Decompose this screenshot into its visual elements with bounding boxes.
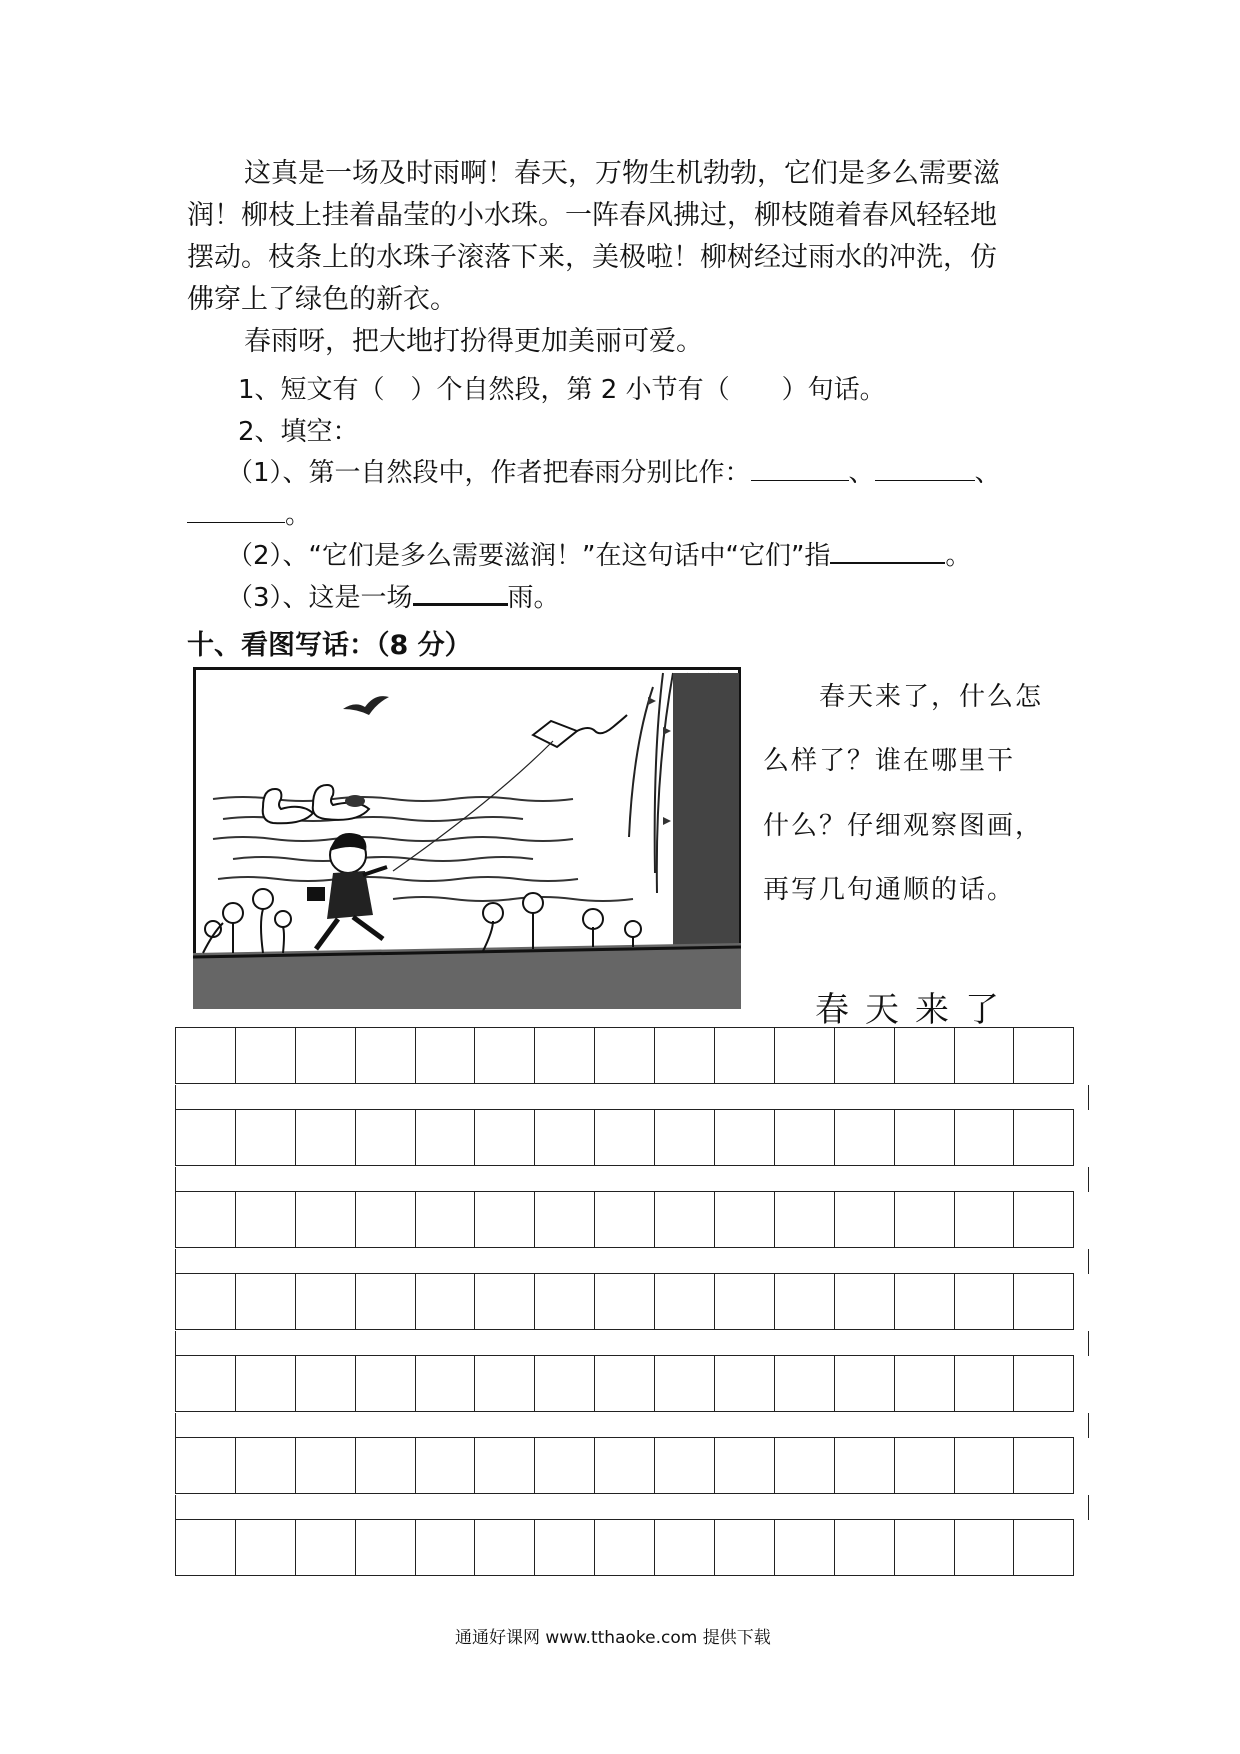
grid-cell[interactable] [535,1274,595,1329]
grid-cell[interactable] [475,1028,535,1083]
grid-row [175,1191,1074,1248]
question-2-2-text: （2）、“它们是多么需要滋润！”在这句话中“它们”指 [227,541,831,571]
grid-cell[interactable] [296,1028,356,1083]
grid-row [175,1519,1074,1576]
grid-cell[interactable] [535,1110,595,1165]
grid-cell[interactable] [775,1192,835,1247]
grid-cell[interactable] [655,1028,715,1083]
grid-cell[interactable] [236,1356,296,1411]
grid-cell[interactable] [236,1274,296,1329]
grid-cell[interactable] [1014,1274,1074,1329]
grid-spacer-row [175,1249,1089,1274]
grid-cell[interactable] [176,1520,236,1575]
grid-cell[interactable] [475,1438,535,1493]
prompt-line-3: 什么？仔细观察图画， [763,811,1044,841]
question-2-2 [227,535,971,572]
grid-cell[interactable] [655,1274,715,1329]
grid-cell[interactable] [296,1274,356,1329]
grid-cell[interactable] [475,1192,535,1247]
grid-cell[interactable] [955,1274,1015,1329]
question-2-3-end: 雨。 [507,583,560,613]
grid-cell[interactable] [236,1110,296,1165]
grid-cell[interactable] [715,1028,775,1083]
grid-cell[interactable] [236,1438,296,1493]
grid-cell[interactable] [715,1520,775,1575]
period: 。 [945,541,972,571]
grid-spacer-row [175,1167,1089,1192]
grid-cell[interactable] [595,1520,655,1575]
grid-cell[interactable] [475,1110,535,1165]
grid-cell[interactable] [715,1274,775,1329]
grid-cell[interactable] [895,1192,955,1247]
grid-spacer-row [175,1495,1089,1520]
grid-cell[interactable] [356,1520,416,1575]
period: 。 [285,500,312,530]
grid-cell[interactable] [1014,1192,1074,1247]
grid-cell[interactable] [775,1438,835,1493]
grid-cell[interactable] [955,1028,1015,1083]
grid-cell[interactable] [176,1356,236,1411]
grid-cell[interactable] [595,1274,655,1329]
grid-cell[interactable] [955,1356,1015,1411]
grid-cell[interactable] [595,1110,655,1165]
grid-cell[interactable] [535,1028,595,1083]
writing-grid-title: 春天来了 [815,990,1015,1030]
grid-cell[interactable] [655,1438,715,1493]
grid-cell[interactable] [416,1274,476,1329]
footer-credit: 通通好课网 www.tthaoke.com 提供下载 [455,1628,771,1648]
grid-cell[interactable] [895,1110,955,1165]
grid-cell[interactable] [1014,1438,1074,1493]
grid-spacer-row [175,1085,1089,1110]
grid-cell[interactable] [475,1274,535,1329]
grid-cell[interactable] [655,1356,715,1411]
grid-cell[interactable] [296,1520,356,1575]
grid-cell[interactable] [595,1356,655,1411]
grid-spacer-row [175,1331,1089,1356]
grid-cell[interactable] [595,1192,655,1247]
grid-cell[interactable] [835,1028,895,1083]
grid-cell[interactable] [775,1110,835,1165]
grid-cell[interactable] [356,1438,416,1493]
grid-spacer-row [175,1413,1089,1438]
grid-cell[interactable] [356,1192,416,1247]
grid-cell[interactable] [715,1110,775,1165]
grid-cell[interactable] [595,1438,655,1493]
grid-cell[interactable] [835,1274,895,1329]
question-1: 1、短文有（ ）个自然段，第 2 小节有（ ）句话。 [238,375,886,405]
grid-cell[interactable] [655,1192,715,1247]
grid-cell[interactable] [715,1192,775,1247]
grid-row [175,1027,1074,1084]
grid-cell[interactable] [895,1520,955,1575]
grid-cell[interactable] [895,1438,955,1493]
grid-row [175,1109,1074,1166]
question-2-1 [227,452,1001,489]
grid-cell[interactable] [296,1110,356,1165]
grid-cell[interactable] [775,1356,835,1411]
grid-cell[interactable] [835,1438,895,1493]
grid-cell[interactable] [775,1520,835,1575]
grid-row [175,1355,1074,1412]
grid-cell[interactable] [595,1028,655,1083]
grid-cell[interactable] [416,1110,476,1165]
grid-cell[interactable] [236,1520,296,1575]
grid-row [175,1273,1074,1330]
grid-cell[interactable] [1014,1356,1074,1411]
passage-line-4: 佛穿上了绿色的新衣。 [187,284,457,315]
grid-cell[interactable] [416,1356,476,1411]
passage-line-3: 摆动。枝条上的水珠子滚落下来，美极啦！柳树经过雨水的冲洗，仿 [187,242,997,273]
question-2-3 [227,577,560,614]
grid-cell[interactable] [176,1110,236,1165]
grid-cell[interactable] [356,1028,416,1083]
grid-cell[interactable] [416,1028,476,1083]
grid-cell[interactable] [296,1192,356,1247]
grid-cell[interactable] [1014,1110,1074,1165]
grid-cell[interactable] [416,1520,476,1575]
grid-cell[interactable] [955,1438,1015,1493]
grid-cell[interactable] [535,1520,595,1575]
grid-cell[interactable] [176,1274,236,1329]
answer-blank[interactable] [875,460,975,481]
grid-cell[interactable] [535,1438,595,1493]
question-2: 2、填空： [238,417,359,447]
prompt-line-1: 春天来了，什么怎 [819,682,1044,712]
grid-cell[interactable] [655,1520,715,1575]
grid-cell[interactable] [416,1438,476,1493]
grid-cell[interactable] [416,1192,476,1247]
grid-cell[interactable] [775,1028,835,1083]
grid-cell[interactable] [356,1356,416,1411]
question-2-3-text: （3）、这是一场 [227,583,413,613]
grid-cell[interactable] [835,1356,895,1411]
passage-line-2: 润！柳枝上挂着晶莹的小水珠。一阵春风拂过，柳枝随着春风轻轻地 [187,200,997,231]
answer-blank[interactable] [751,460,849,481]
grid-cell[interactable] [955,1110,1015,1165]
grid-cell[interactable] [715,1356,775,1411]
grid-cell[interactable] [236,1192,296,1247]
separator: 、 [974,458,1001,488]
kite-flying-illustration [193,667,741,1009]
grid-cell[interactable] [475,1520,535,1575]
grid-cell[interactable] [236,1028,296,1083]
grid-cell[interactable] [955,1192,1015,1247]
grid-cell[interactable] [835,1110,895,1165]
grid-cell[interactable] [835,1192,895,1247]
grid-cell[interactable] [296,1438,356,1493]
grid-cell[interactable] [895,1028,955,1083]
grid-cell[interactable] [775,1274,835,1329]
answer-blank[interactable] [830,542,945,564]
grid-cell[interactable] [356,1274,416,1329]
prompt-line-2: 么样了？谁在哪里干 [763,746,1016,776]
grid-cell[interactable] [895,1274,955,1329]
prompt-line-4: 再写几句通顺的话。 [763,875,1016,905]
grid-cell[interactable] [955,1520,1015,1575]
passage-line-1: 这真是一场及时雨啊！春天，万物生机勃勃，它们是多么需要滋 [244,158,1000,189]
grid-cell[interactable] [535,1192,595,1247]
grid-cell[interactable] [475,1356,535,1411]
grid-cell[interactable] [1014,1520,1074,1575]
answer-blank[interactable] [187,502,285,523]
grid-cell[interactable] [655,1110,715,1165]
separator: 、 [848,458,875,488]
grid-cell[interactable] [296,1356,356,1411]
passage-line-5: 春雨呀，把大地打扮得更加美丽可爱。 [244,326,703,357]
grid-cell[interactable] [176,1438,236,1493]
grid-cell[interactable] [176,1192,236,1247]
section-heading: 十、看图写话：（8 分） [187,630,472,661]
grid-cell[interactable] [895,1356,955,1411]
question-2-1-text: （1）、第一自然段中，作者把春雨分别比作： [227,458,751,488]
answer-blank[interactable] [413,583,508,606]
question-2-1-continued [187,494,311,531]
grid-cell[interactable] [356,1110,416,1165]
grid-cell[interactable] [715,1438,775,1493]
grid-row [175,1437,1074,1494]
grid-cell[interactable] [835,1520,895,1575]
grid-cell[interactable] [1014,1028,1074,1083]
grid-cell[interactable] [176,1028,236,1083]
grid-cell[interactable] [535,1356,595,1411]
